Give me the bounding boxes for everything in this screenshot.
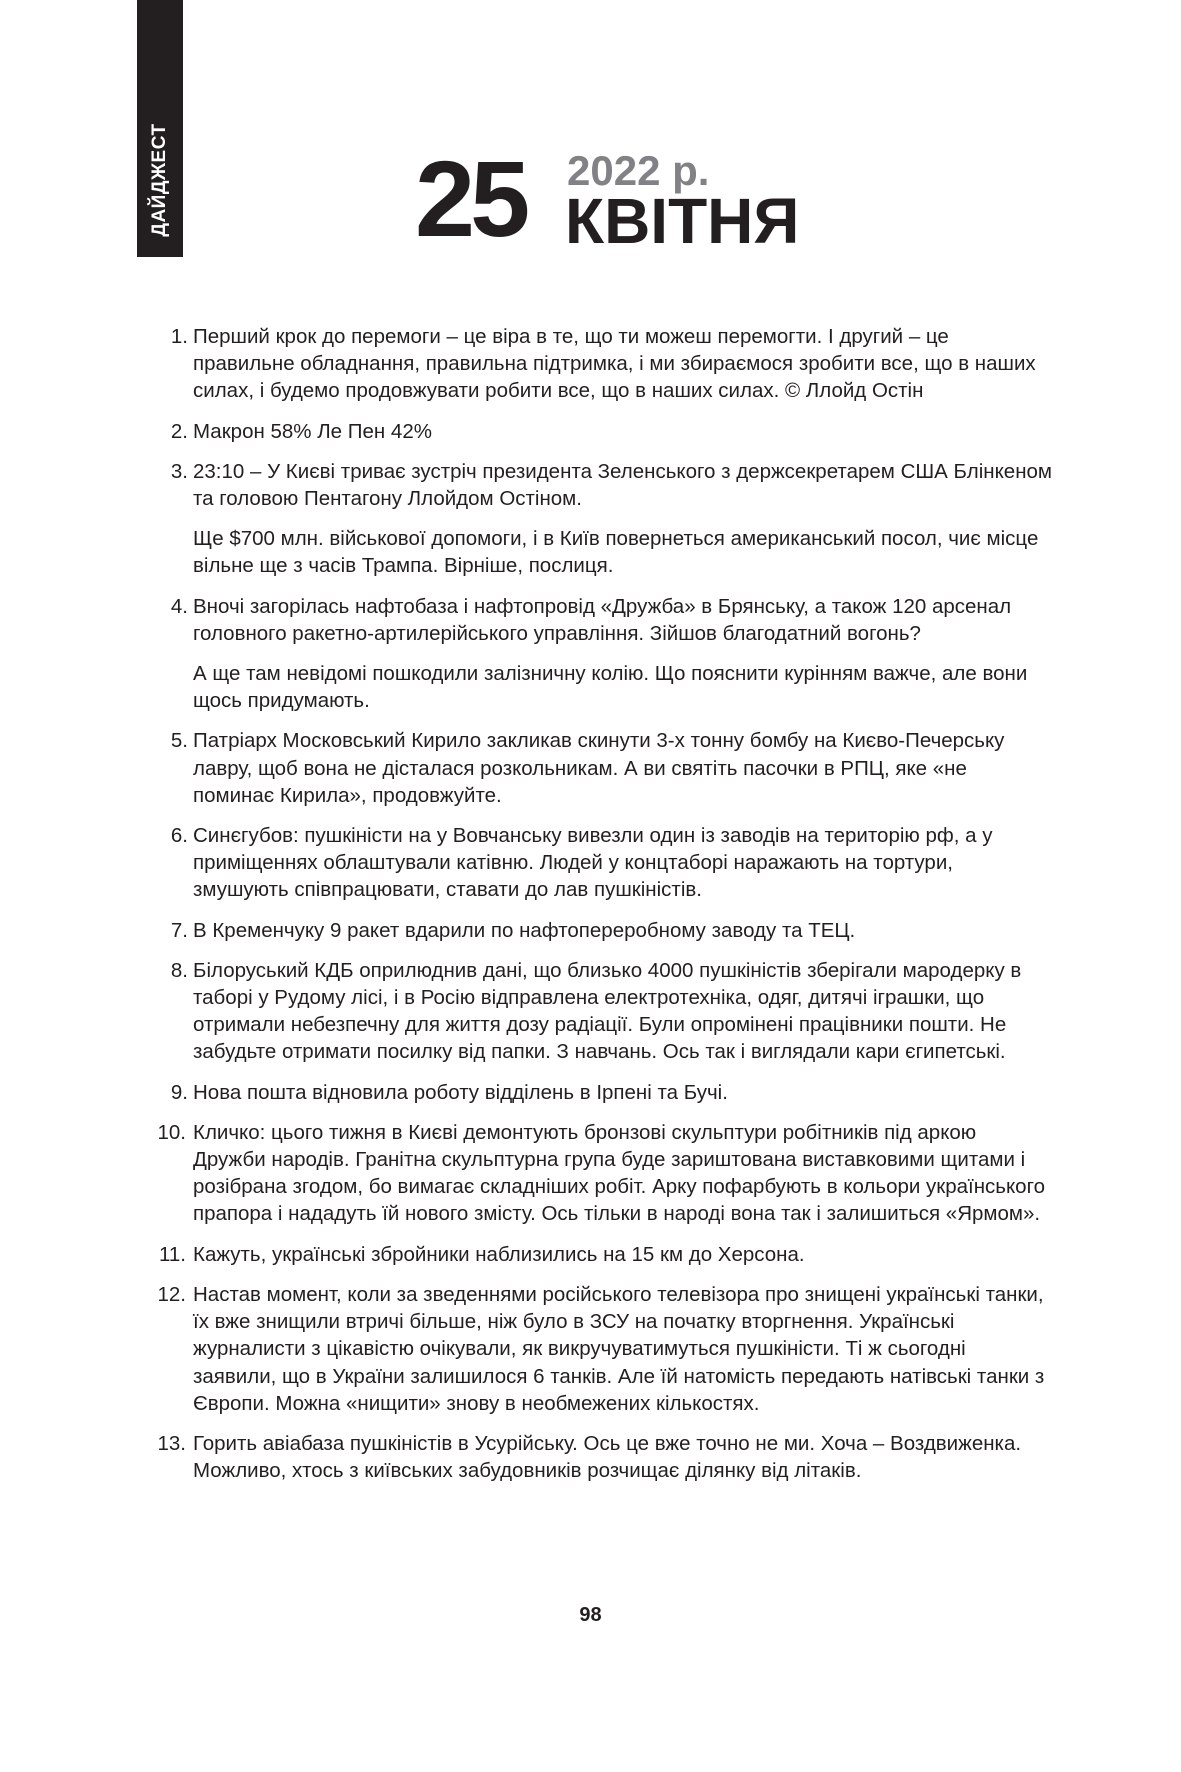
list-item	[0, 593, 1181, 715]
item-paragraph: В Кременчуку 9 ракет вдарили по нафтопереробному заводу та ТЕЦ.	[193, 918, 856, 942]
list-item	[0, 1281, 1181, 1417]
item-paragraph: 23:10 – У Києві триває зустріч президента Зеленського з держсекретарем США Блінкеном та головою Пентагону Ллойдом Остіном.	[193, 459, 1053, 511]
list-item	[0, 418, 1181, 445]
item-number: 3.	[170, 459, 188, 483]
list-item	[0, 1241, 1181, 1268]
list-item	[0, 957, 1181, 1066]
list-item	[0, 458, 1181, 580]
day-number: 25	[415, 138, 526, 259]
item-number: 4.	[170, 594, 188, 618]
list-item	[0, 323, 1181, 405]
item-paragraph: Настав момент, коли за зведеннями російського телевізора про знищені українські танки, їх вже знищили втричі більше, ніж було в ЗСУ на початку вторгнення. Українські журналисти з цікавістю очікували, як викручуватимуться пушкіністи. Ті ж сьогодні заявили, що в України залишилося 6 танків. Але їй натомість передають натівські танки з Європи. Можна «нищити» знову в необмежених кількостях.	[193, 1282, 1045, 1415]
item-number: 5.	[170, 729, 188, 753]
item-paragraph: А ще там невідомі пошкодили залізничну колію. Що пояснити курінням важче, але вони щось придумають.	[193, 662, 1028, 713]
year-label: 2022 р.	[567, 147, 710, 194]
item-number: 9.	[170, 1080, 188, 1104]
item-number: 13.	[157, 1431, 186, 1455]
item-number: 1.	[170, 325, 188, 348]
item-number: 7.	[170, 918, 188, 942]
item-paragraph: Ще $700 млн. військової допомоги, і в Київ повернеться американський посол, чиє місце вільне ще з часів Трампа. Вірніше, послиця.	[193, 527, 1039, 578]
item-paragraph: Кажуть, українські збройники наблизились на 15 км до Херсона.	[193, 1242, 805, 1266]
item-paragraph: Макрон 58% Ле Пен 42%	[193, 419, 432, 443]
item-paragraph: Нова пошта відновила роботу відділень в Ірпені та Бучі.	[193, 1080, 728, 1104]
item-paragraph: Кличко: цього тижня в Києві демонтують бронзові скульптури робітників під аркою Дружби народів. Гранітна скульптурна група буде зариштована виставковими щитами і розібрана згодом, бо вимагає складніших робіт. Арку пофарбують в кольори українського прапора і нададуть їй нового змісту. Ось тільки в народі вона так і залишиться «Ярмом».	[193, 1120, 1046, 1226]
item-paragraph: Білоруський КДБ оприлюднив дані, що близько 4000 пушкіністів зберігали мародерку в таборі у Рудому лісі, і в Росію відправлена електротехніка, одяг, дитячі іграшки, що отримали небезпечну для життя дозу радіації. Були опромінені працівники пошти. Не забудьте отримати посилку від папки. З навчань. Ось так і виглядали кари єгипетські.	[193, 958, 1022, 1064]
list-item	[0, 727, 1181, 809]
page-number: 98	[579, 1604, 602, 1626]
list-item	[0, 917, 1181, 944]
item-number: 12.	[157, 1282, 186, 1306]
month-label: КВІТНЯ	[565, 185, 800, 257]
item-paragraph: Горить авіабаза пушкіністів в Усурійську. Ось це вже точно не ми. Хоча – Воздвиженка. Можливо, хтось з київських забудовників розчищає ділянку від літаків.	[193, 1431, 1022, 1483]
section-tab-label: ДАЙДЖЕСТ	[149, 123, 170, 237]
item-number: 10.	[157, 1120, 186, 1144]
item-number: 6.	[170, 824, 188, 848]
item-paragraph: Патріарх Московський Кирило закликав скинути 3-х тонну бомбу на Києво-Печерську лавру, щоб вона не дісталася розкольникам. А ви святіть пасочки в РПЦ, яке «не поминає Кирила», продовжуйте.	[193, 729, 1005, 807]
item-number: 11.	[159, 1242, 186, 1266]
list-item	[0, 1079, 1181, 1106]
item-number: 2.	[170, 419, 188, 443]
list-item	[0, 822, 1181, 904]
list-item	[0, 1119, 1181, 1228]
item-paragraph: Вночі загорілась нафтобаза і нафтопровід «Дружба» в Брянську, а також 120 арсенал головного ракетно-артилерійського управління. Зійшов благодатний вогонь?	[193, 594, 1012, 645]
section-tab	[137, 0, 183, 257]
item-paragraph: Перший крок до перемоги – це віра в те, що ти можеш перемогти. І другий – це правильне обладнання, правильна підтримка, і ми збираємося зробити все, що в наших силах, і будемо продовжувати робити все, що в наших силах. © Ллойд Остін	[193, 325, 1036, 403]
item-number: 8.	[170, 958, 188, 982]
list-item	[0, 1430, 1181, 1484]
digest-list	[0, 323, 1181, 1497]
item-paragraph: Синєгубов: пушкіністи на у Вовчанську вивезли один із заводів на територію рф, а у приміщеннях облаштували катівню. Людей у концтаборі наражають на тортури, змушують співпрацювати, ставати до лав пушкіністів.	[193, 824, 993, 902]
